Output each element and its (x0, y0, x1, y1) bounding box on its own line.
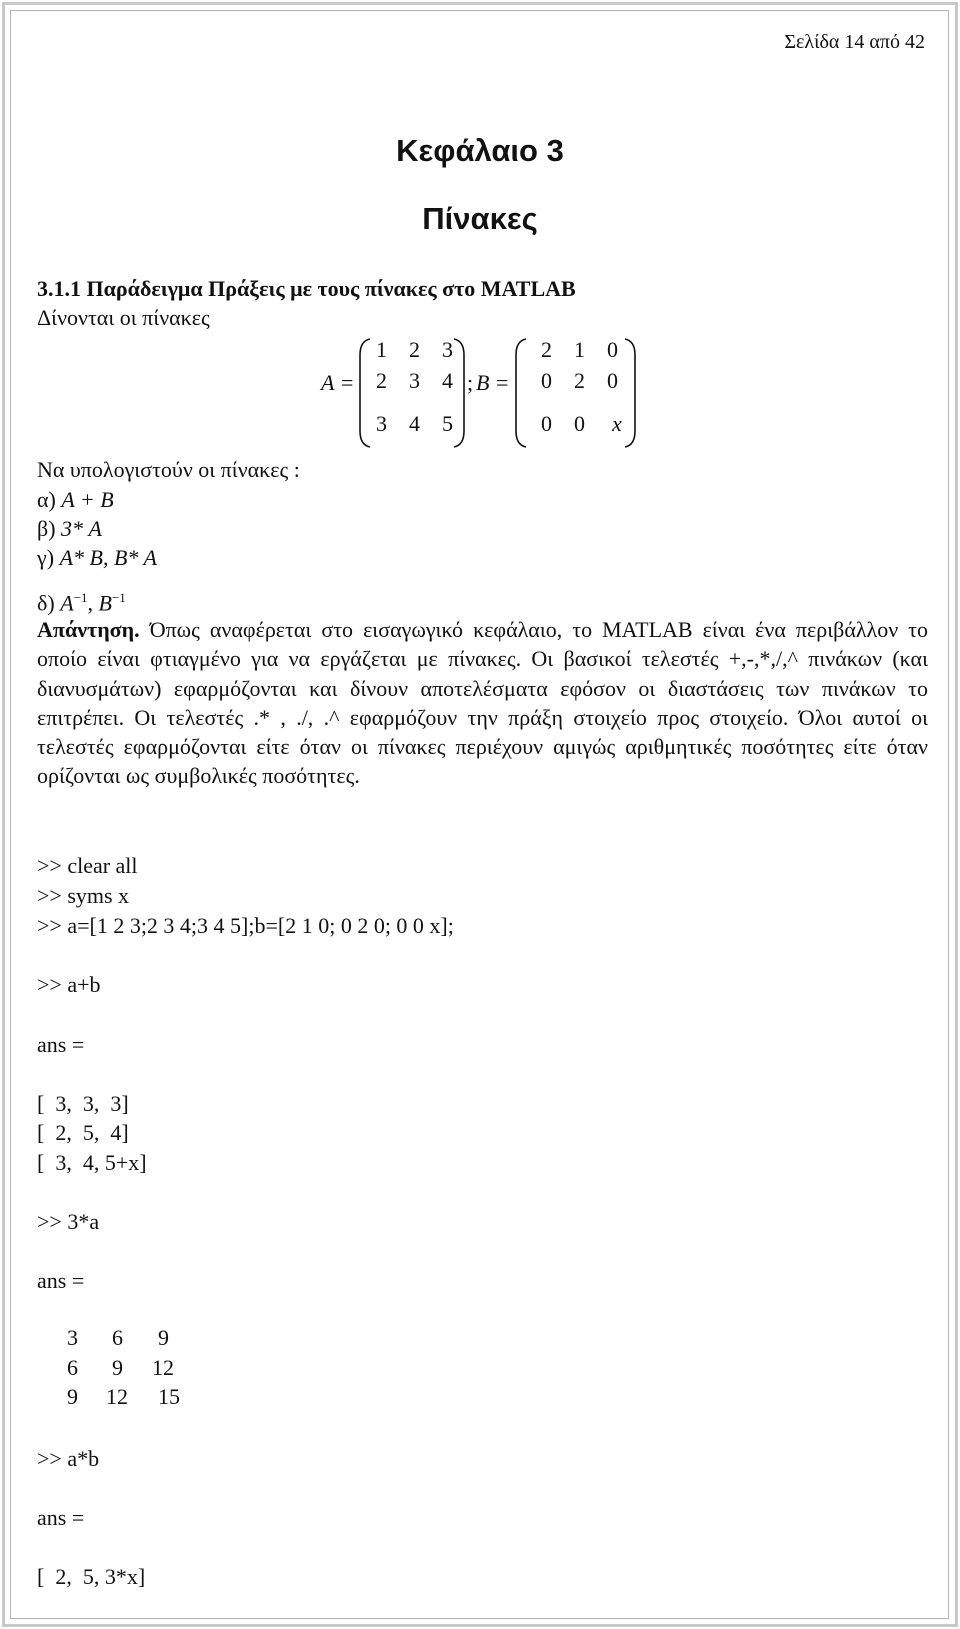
task-expression: A (60, 590, 74, 616)
matrix-b-cell: 1 (574, 337, 585, 362)
matrix-b-cell: 0 (607, 368, 618, 393)
matrix-b-label: B (476, 370, 490, 395)
result-cell: 6 (112, 1325, 123, 1350)
matrix-b-cell: 0 (607, 337, 618, 362)
code-line: [ 3, 4, 5+x] (37, 1150, 147, 1175)
code-line: [ 3, 3, 3] (37, 1091, 129, 1116)
matrix-a-cell: 4 (442, 368, 453, 393)
result-cell: 15 (158, 1384, 180, 1409)
inverse-superscript: −1 (111, 590, 126, 605)
equals-sign: = (341, 370, 354, 395)
matrix-a-cell: 3 (376, 411, 387, 436)
answer-text: Όπως αναφέρεται στο εισαγωγικό κεφάλαιο, το MATLAB είναι ένα περιβάλλον το οποίο είναι φτιαγμένο για να εργάζεται με πίνακες. Οι βασικοί τελεστές +,-,*,/,^ πινάκων (και διανυσμάτων) εφαρμόζονται και δίνουν αποτελέσματα εφόσον οι διαστάσεις των πινάκων το επιτρέπει. Οι τελεστές .* , ./, .^ εφαρμόζουν την πράξη στοιχείο προς στοιχείο. Όλοι αυτοί οι τελεστές εφαρμόζονται είτε όταν οι πίνακες περιέχουν αμιγώς αριθμητικές ποσότητες είτε όταν ορίζονται ως συμβολικές ποσότητες. (37, 617, 928, 789)
chapter-subtitle: Πίνακες (422, 201, 538, 236)
code-line: >> 3*a (37, 1209, 100, 1234)
page-number: Σελίδα 14 από 42 (784, 31, 925, 53)
matrix-separator: ; (467, 370, 474, 395)
matrix-a-cell: 5 (442, 411, 453, 436)
task-expression: B (98, 590, 112, 616)
matrix-b-cell: x (612, 411, 622, 436)
matrix-b-cell: 0 (541, 411, 552, 436)
matrix-b-left-bracket (514, 337, 528, 449)
task-item (37, 485, 114, 514)
result-cell: 9 (112, 1355, 123, 1380)
code-line: >> a=[1 2 3;2 3 4;3 4 5];b=[2 1 0; 0 2 0; 0 0 x]; (37, 913, 454, 938)
section-title: 3.1.1 Παράδειγμα Πράξεις με τους πίνακες στο MATLAB (37, 276, 576, 301)
result-cell: 12 (106, 1384, 128, 1409)
task-label: δ) (37, 590, 55, 616)
code-line: [ 2, 5, 4] (37, 1120, 129, 1145)
task-item (37, 543, 157, 572)
matrix-a-cell: 1 (376, 337, 387, 362)
matrix-b-cell: 2 (541, 337, 552, 362)
result-cell: 3 (67, 1325, 78, 1350)
task-label: α) (37, 487, 56, 512)
task-label: β) (37, 516, 56, 541)
equals-sign: = (496, 370, 509, 395)
matrix-b-cell: 2 (574, 368, 585, 393)
code-line: >> syms x (37, 883, 130, 908)
matrix-a-label: A (321, 370, 335, 395)
task-expression: A + B (61, 487, 114, 512)
code-line: ans = (37, 1032, 85, 1057)
result-cell: 9 (67, 1384, 78, 1409)
matrix-a-right-bracket (452, 337, 466, 449)
matrix-b-cell: 0 (574, 411, 585, 436)
task-expression: 3* A (61, 516, 102, 541)
result-cell: 12 (152, 1355, 174, 1380)
result-cell: 6 (67, 1355, 78, 1380)
result-cell: 9 (158, 1325, 169, 1350)
matrix-a-cell: 4 (409, 411, 420, 436)
matrix-a-cell: 3 (442, 337, 453, 362)
task-item: δ) $A^{-1}$, $B^{-1}$ (37, 590, 126, 616)
task-item (37, 514, 102, 543)
code-line: ans = (37, 1268, 85, 1293)
task-expression: A* B, B* A (59, 545, 157, 570)
matrix-a-left-bracket (358, 337, 372, 449)
matrix-b-right-bracket (623, 337, 637, 449)
task-intro: Να υπολογιστούν οι πίνακες : (37, 457, 300, 482)
code-line: >> a*b (37, 1446, 100, 1471)
answer-label: Απάντηση. (37, 617, 140, 642)
matrix-a-cell: 2 (409, 337, 420, 362)
code-line: >> a+b (37, 972, 101, 997)
matrix-b-cell: 0 (541, 368, 552, 393)
inverse-superscript: −1 (73, 590, 88, 605)
code-line: >> clear all (37, 853, 138, 878)
given-line: Δίνονται οι πίνακες (37, 305, 210, 330)
matrix-a-cell: 2 (376, 368, 387, 393)
task-label: γ) (37, 545, 55, 570)
code-line: [ 2, 5, 3*x] (37, 1564, 146, 1589)
page-frame-inner (10, 10, 949, 1619)
answer-paragraph (37, 615, 928, 791)
chapter-title: Κεφάλαιο 3 (396, 133, 564, 168)
matrix-a-cell: 3 (409, 368, 420, 393)
code-line: ans = (37, 1505, 85, 1530)
